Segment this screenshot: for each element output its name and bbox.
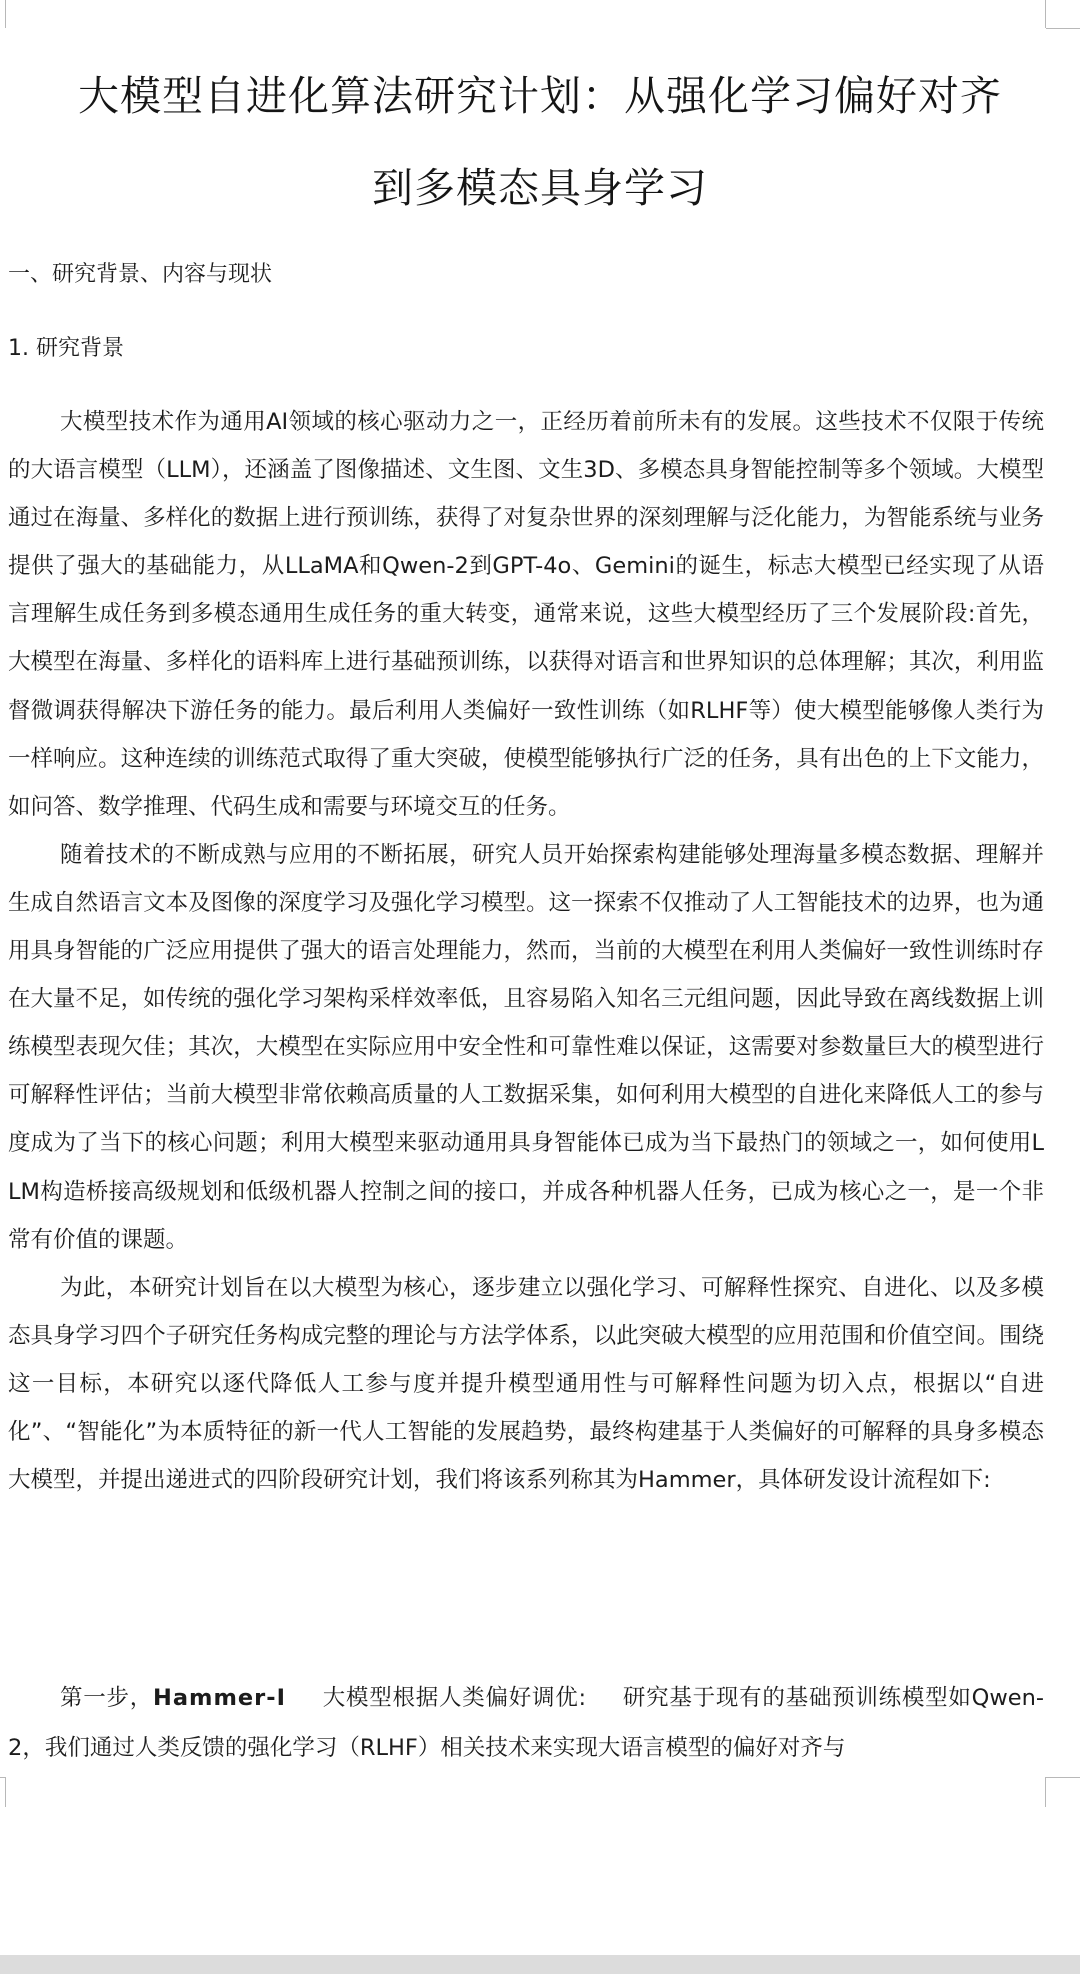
paragraph-1: 大模型技术作为通用AI领域的核心驱动力之一，正经历着前所未有的发展。这些技术不仅限于传统的大语言模型（LLM），还涵盖了图像描述、文生图、文生3D、多模态具身智能控制等多个领域。大模型通过在海量、多样化的数据上进行预训练，获得了对复杂世界的深刻理解与泛化能力，为智能系统与业务提供了强大的基础能力，从LLaMA和Qwen-2到GPT-4o、Gemini的诞生，标志大模型已经实现了从语言理解生成任务到多模态通用生成任务的重大转变，通常来说，这些大模型经历了三个发展阶段:首先，大模型在海量、多样化的语料库上进行基础预训练，以获得对语言和世界知识的总体理解；其次，利用监督微调获得解决下游任务的能力。最后利用人类偏好一致性训练（如RLHF等）使大模型能够像人类行为一样响应。这种连续的训练范式取得了重大突破，使模型能够执行广泛的任务，具有出色的上下文能力，如问答、数学推理、代码生成和需要与环境交互的任务。 [8, 409, 1044, 820]
crop-mark-top-right-h [1046, 28, 1080, 29]
document-title [0, 50, 1080, 234]
bottom-scroll-bar[interactable] [0, 1955, 1080, 1974]
crop-mark-bottom-right-v [1045, 1777, 1046, 1807]
step-1-subtitle: 大模型根据人类偏好调优: [322, 1685, 587, 1711]
crop-mark-top-left-v [5, 0, 6, 28]
step-1-text: 研究基于现有的基础预训练模型如Qwen-2，我们通过人类反馈的强化学习（RLHF）相关技术来实现大语言模型的偏好对齐与 [8, 1685, 1044, 1761]
title-line-1: 大模型自进化算法研究计划：从强化学习偏好对齐 [78, 72, 1002, 120]
crop-mark-bottom-right-h [1046, 1777, 1080, 1778]
step-1-name: Hammer-I [153, 1685, 286, 1711]
paragraph-2: 随着技术的不断成熟与应用的不断拓展，研究人员开始探索构建能够处理海量多模态数据、理解并生成自然语言文本及图像的深度学习及强化学习模型。这一探索不仅推动了人工智能技术的边界，也为通用具身智能的广泛应用提供了强大的语言处理能力，然而，当前的大模型在利用人类偏好一致性训练时存在大量不足，如传统的强化学习架构采样效率低，且容易陷入知名三元组问题，因此导致在离线数据上训练模型表现欠佳；其次，大模型在实际应用中安全性和可靠性难以保证，这需要对参数量巨大的模型进行可解释性评估；当前大模型非常依赖高质量的人工数据采集，如何利用大模型的自进化来降低人工的参与度成为了当下的核心问题；利用大模型来驱动通用具身智能体已成为当下最热门的领域之一，如何使用LLM构造桥接高级规划和低级机器人控制之间的接口，并成各种机器人任务，已成为核心之一，是一个非常有价值的课题。 [8, 841, 1044, 1253]
body-text [8, 398, 1044, 1504]
crop-mark-bottom-left-v [5, 1777, 6, 1807]
subsection-heading: 1. 研究背景 [8, 336, 124, 361]
title-line-2: 到多模态具身学习 [372, 164, 708, 212]
step-1-paragraph [8, 1673, 1044, 1773]
crop-mark-top-right-v [1045, 0, 1046, 28]
step-1-prefix: 第一步， [60, 1685, 154, 1711]
section-heading: 一、研究背景、内容与现状 [8, 262, 273, 287]
paragraph-3: 为此，本研究计划旨在以大模型为核心，逐步建立以强化学习、可解释性探究、自进化、以及多模态具身学习四个子研究任务构成完整的理论与方法学体系，以此突破大模型的应用范围和价值空间。围绕这一目标，本研究以逐代降低人工参与度并提升模型通用性与可解释性问题为切入点，根据以“自进化”、“智能化”为本质特征的新一代人工智能的发展趋势，最终构建基于人类偏好的可解释的具身多模态大模型，并提出递进式的四阶段研究计划，我们将该系列称其为Hammer，具体研发设计流程如下: [8, 1274, 1044, 1494]
